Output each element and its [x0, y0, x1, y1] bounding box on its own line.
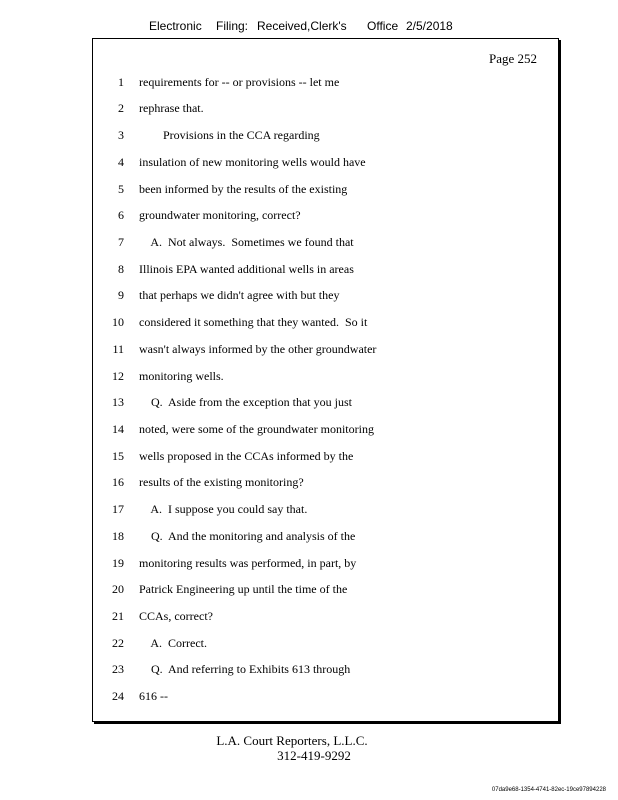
transcript-line — [93, 312, 558, 332]
transcript-line — [93, 392, 558, 412]
transcript-line — [93, 98, 558, 118]
line-text: been informed by the results of the existing — [139, 182, 348, 196]
line-text: A. Not always. Sometimes we found that — [139, 235, 354, 249]
line-text: rephrase that. — [139, 101, 204, 115]
transcript-line — [93, 686, 558, 706]
transcript-line — [93, 285, 558, 305]
header-electronic: Electronic — [149, 19, 202, 33]
line-number: 2 — [118, 101, 124, 115]
reporter-phone: 312-419-9292 — [277, 748, 351, 763]
line-number: 12 — [112, 369, 124, 383]
line-number: 18 — [112, 529, 124, 543]
line-text: Q. And referring to Exhibits 613 through — [139, 662, 351, 676]
line-number: 10 — [112, 315, 124, 329]
line-number: 8 — [118, 262, 124, 276]
transcript-line — [93, 446, 558, 466]
line-text: A. Correct. — [139, 636, 207, 650]
line-number: 24 — [112, 689, 124, 703]
transcript-line — [93, 419, 558, 439]
line-text: Provisions in the CCA regarding — [139, 128, 320, 142]
transcript-line — [93, 72, 558, 92]
transcript-line — [93, 259, 558, 279]
line-number: 15 — [112, 449, 124, 463]
line-text: monitoring results was performed, in part, by — [139, 556, 357, 570]
line-text: considered it something that they wanted. So it — [139, 315, 368, 329]
transcript-line — [93, 526, 558, 546]
header-office: Office — [367, 19, 399, 33]
transcript-line — [93, 659, 558, 679]
line-text: monitoring wells. — [139, 369, 224, 383]
line-number: 9 — [118, 288, 124, 302]
line-text: A. I suppose you could say that. — [139, 502, 308, 516]
line-text: Q. Aside from the exception that you just — [139, 395, 352, 409]
transcript-line — [93, 579, 558, 599]
transcript-line — [93, 553, 558, 573]
transcript-line — [93, 179, 558, 199]
line-text: insulation of new monitoring wells would have — [139, 155, 366, 169]
line-number: 7 — [118, 235, 124, 249]
line-number: 16 — [112, 475, 124, 489]
line-text: noted, were some of the groundwater monitoring — [139, 422, 374, 436]
transcript-page — [92, 38, 559, 722]
transcript-line — [93, 125, 558, 145]
line-number: 14 — [112, 422, 124, 436]
transcript-line — [93, 339, 558, 359]
line-text: wasn't always informed by the other groundwater — [139, 342, 377, 356]
line-text: Illinois EPA wanted additional wells in areas — [139, 262, 354, 276]
transcript-line — [93, 205, 558, 225]
line-number: 23 — [112, 662, 124, 676]
transcript-line — [93, 152, 558, 172]
line-text: requirements for -- or provisions -- let me — [139, 75, 340, 89]
line-number: 6 — [118, 208, 124, 222]
line-text: CCAs, correct? — [139, 609, 213, 623]
line-text: Patrick Engineering up until the time of the — [139, 582, 348, 596]
line-number: 19 — [112, 556, 124, 570]
line-number: 11 — [112, 342, 124, 356]
line-number: 22 — [112, 636, 124, 650]
transcript-line — [93, 499, 558, 519]
line-number: 4 — [118, 155, 124, 169]
line-text: groundwater monitoring, correct? — [139, 208, 301, 222]
header-date: 2/5/2018 — [406, 19, 453, 33]
transcript-line — [93, 633, 558, 653]
line-number: 17 — [112, 502, 124, 516]
line-number: 5 — [118, 182, 124, 196]
filing-header — [0, 19, 618, 35]
reporter-company: L.A. Court Reporters, L.L.C. — [216, 733, 368, 748]
transcript-line — [93, 606, 558, 626]
line-number: 3 — [118, 128, 124, 142]
line-text: 616 -- — [139, 689, 168, 703]
line-number: 21 — [112, 609, 124, 623]
transcript-line — [93, 366, 558, 386]
document-hash: 07da9e68-1354-4741-82ec-19ce97894228 — [491, 787, 606, 793]
line-text: results of the existing monitoring? — [139, 475, 304, 489]
line-number: 13 — [112, 395, 124, 409]
page-number: Page 252 — [488, 51, 537, 66]
line-text: that perhaps we didn't agree with but they — [139, 288, 340, 302]
line-text: Q. And the monitoring and analysis of the — [139, 529, 356, 543]
line-number: 20 — [112, 582, 124, 596]
header-received: Received,Clerk's — [257, 19, 347, 33]
line-number: 1 — [118, 75, 124, 89]
header-filing: Filing: — [216, 19, 249, 33]
transcript-line — [93, 472, 558, 492]
line-text: wells proposed in the CCAs informed by the — [139, 449, 354, 463]
transcript-line — [93, 232, 558, 252]
